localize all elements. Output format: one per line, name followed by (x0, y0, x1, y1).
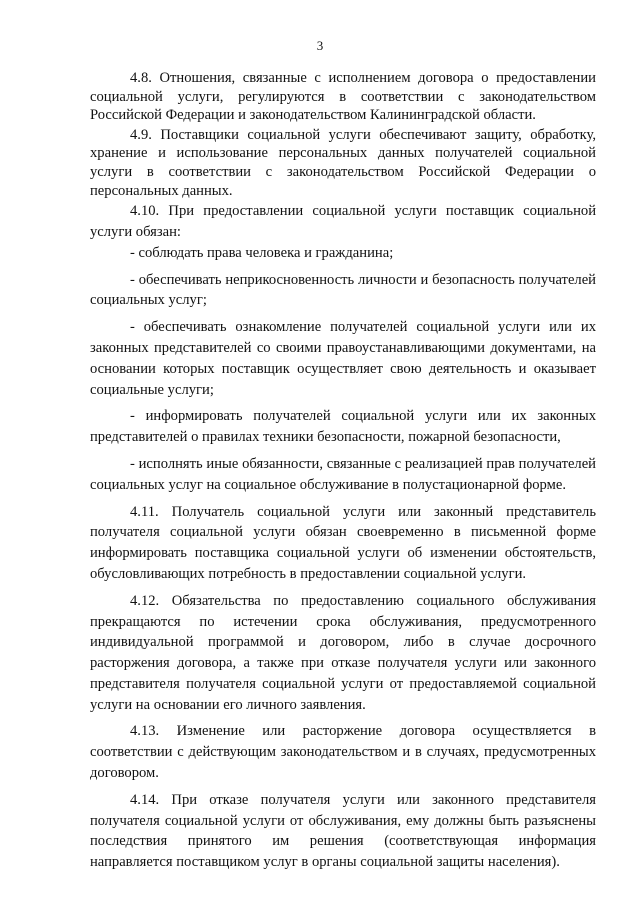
list-item-other-duties: - исполнять иные обязанности, связанные с реализацией прав получателей социальных услуг на социальное обслуживание в полустационарной форме. (90, 455, 596, 493)
document-body (90, 69, 596, 873)
paragraph-4-11: 4.11. Получатель социальной услуги или законный представитель получателя социальной услуги обязан своевременно в письменной форме информировать поставщика социальной услуги об изменении обстоятельств, обусловливающих потребность в предоставлении социальной услуги. (90, 503, 596, 582)
list-item-familiarization: - обеспечивать ознакомление получателей социальной услуги или их законных представителей со своими правоустанавливающими документами, на основании которых поставщик осуществляет свою деятельность и оказывает социальные услуги; (90, 319, 596, 398)
list-item-inform-safety: - информировать получателей социальной услуги или их законных представителей о правилах техники безопасности, пожарной безопасности, (90, 408, 596, 446)
paragraph-4-9: 4.9. Поставщики социальной услуги обеспечивают защиту, обработку, хранение и использование персональных данных получателей социальной услуги в соответствии с законодательством Российской Федерации о персональных данных. (90, 126, 596, 199)
paragraph-4-10: 4.10. При предоставлении социальной услуги поставщик социальной услуги обязан: (90, 203, 596, 240)
paragraph-4-14: 4.14. При отказе получателя услуги или законного представителя получателя социальной услуги от обслуживания, ему должны быть разъяснены последствия принятого им решения (соответствующая информация направляется поставщиком услуг в органы социальной защиты населения). (90, 791, 596, 871)
paragraph-4-13: 4.13. Изменение или расторжение договора осуществляется в соответствии с действующим законодательством и в случаях, предусмотренных договором. (90, 723, 596, 782)
page-number: 3 (316, 38, 324, 53)
list-item-inviolability: - обеспечивать неприкосновенность личности и безопасность получателей социальных услуг; (90, 271, 596, 309)
paragraph-4-12: 4.12. Обязательства по предоставлению социального обслуживания прекращаются по истечении срока обслуживания, предусмотренного индивидуальной программой и договором, либо в случае досрочного расторжения договора, а также при отказе получателя услуги или законного представителя получателя социальной услуги от предоставляемой социальной услуги на основании его личного заявления. (90, 592, 596, 713)
paragraph-4-8: 4.8. Отношения, связанные с исполнением договора о предоставлении социальной услуги, регулируются в соответствии с законодательством Российской Федерации и законодательством Калининградской области. (90, 70, 596, 124)
list-item-rights: - соблюдать права человека и гражданина; (130, 244, 394, 261)
